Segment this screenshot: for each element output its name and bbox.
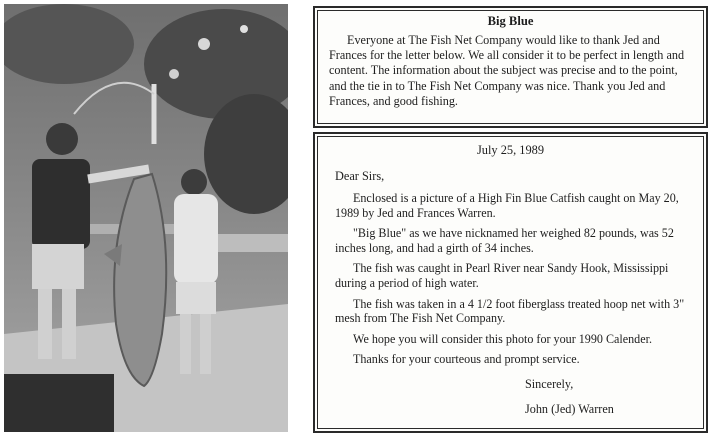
letter-closing: Sincerely,	[525, 376, 574, 391]
letter-paragraph: The fish was taken in a 4 1/2 foot fiberglass treated hoop net with 3" mesh from The Fish Net Company.	[335, 296, 685, 326]
letter-signature: John (Jed) Warren	[525, 401, 614, 416]
letter-paragraph: Enclosed is a picture of a High Fin Blue Catfish caught on May 20, 1989 by Jed and Frances Warren.	[335, 191, 679, 220]
letter	[313, 132, 708, 433]
catfish-photo	[4, 4, 288, 432]
notice-title: Big Blue	[487, 14, 534, 28]
letter-paragraph: We hope you will consider this photo for your 1990 Calender.	[353, 331, 652, 346]
notice-body: Everyone at The Fish Net Company would like to thank Jed and Frances for the letter below. We all consider it to be perfect in length and content. The information about the subject was precise and to the point, and the tie in to The Fish Net Company was nice. Thank you Jed and Frances, and good fishing.	[329, 33, 685, 108]
letter-date: July 25, 1989	[476, 143, 545, 157]
letter-salutation: Dear Sirs,	[335, 169, 385, 183]
thank-you-notice	[313, 6, 708, 128]
letter-paragraph: "Big Blue" as we have nicknamed her weighed 82 pounds, was 52 inches long, and had a girth of 34 inches.	[335, 226, 674, 255]
letter-paragraph: Thanks for your courteous and prompt service.	[353, 352, 580, 367]
letter-paragraph: The fish was caught in Pearl River near Sandy Hook, Mississippi during a period of high water.	[335, 261, 669, 290]
